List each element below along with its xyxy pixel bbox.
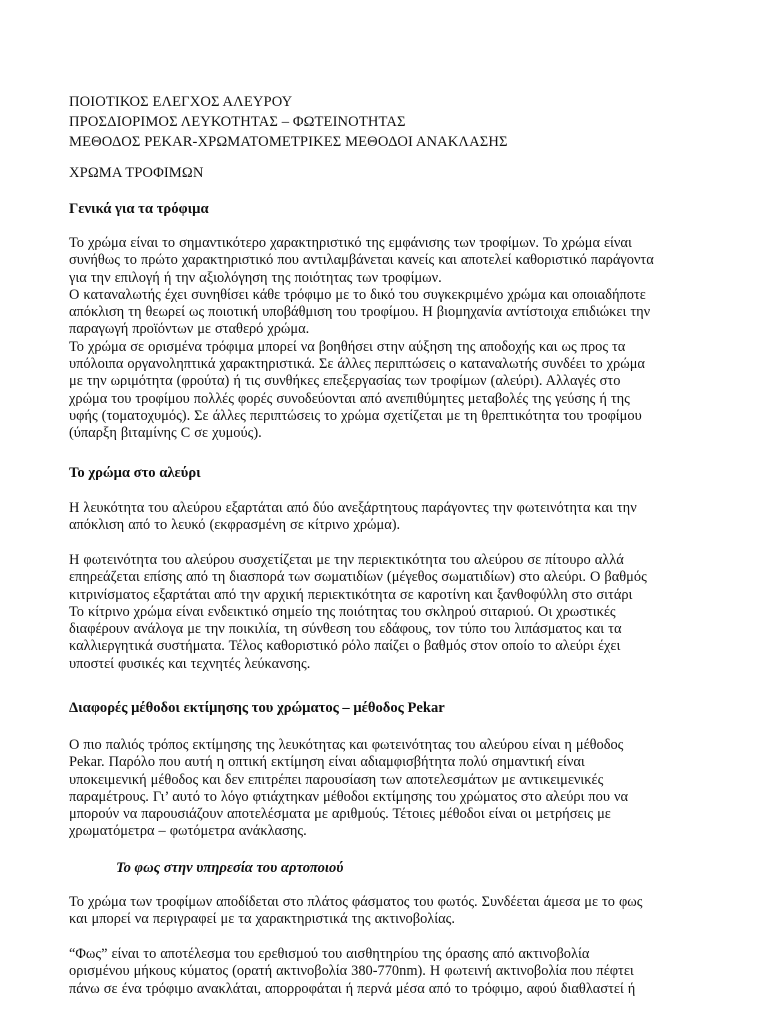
title-line: ΠΡΟΣΔΙΟΡΙΜΟΣ ΛΕΥΚΟΤΗΤΑΣ – ΦΩΤΕΙΝΟΤΗΤΑΣ: [69, 114, 406, 130]
paragraph: [69, 552, 701, 673]
text-line: Η λευκότητα του αλεύρου εξαρτάται από δύο ανεξάρτητους παράγοντες την φωτεινότητα και την: [69, 500, 637, 516]
text-line: απόκλιση τη θεωρεί ως ποιοτική υποβάθμιση του τροφίμου. Η βιομηχανία αντίστοιχα επιδιώκει την: [69, 304, 651, 321]
text-line: υφής (τοματοχυμός). Σε άλλες περιπτώσεις το χρώμα σχετίζεται με τη θρεπτικότητα του τροφίμου: [69, 407, 642, 424]
text-line: Ο καταναλωτής έχει συνηθίσει κάθε τρόφιμο με το δικό του συγκεκριμένο χρώμα και οποιαδήποτε: [69, 286, 646, 303]
text-line: υποστεί φυσικές και τεχνητές λεύκανσης.: [69, 655, 311, 672]
text-line: κιτρινίσματος εξαρτάται από την αρχική περιεκτικότητα σε καροτίνη και ξανθοφύλλη στο σιτάρι: [69, 586, 633, 603]
text-line: πάνω σε ένα τρόφιμο ανακλάται, απορροφάται ή περνά μέσα από το τρόφιμο, αφού διαθλαστεί ή: [69, 980, 636, 997]
subheading-general: Γενικά για τα τρόφιμα: [69, 201, 209, 217]
section-title: ΧΡΩΜΑ ΤΡΟΦΙΜΩΝ: [69, 165, 204, 181]
text-line: Το χρώμα σε ορισμένα τρόφιμα μπορεί να βοηθήσει στην αύξηση της αποδοχής και ως προς τα: [69, 338, 626, 355]
document-title: [69, 92, 701, 152]
text-line: “Φως” είναι το αποτέλεσμα του ερεθισμού του αισθητηρίου της όρασης από ακτινοβολία: [69, 946, 590, 962]
title-line: ΜΕΘΟΔΟΣ PEKAR-ΧΡΩΜΑΤΟΜΕΤΡΙΚΕΣ ΜΕΘΟΔΟΙ ΑΝΑΚΛΑΣΗΣ: [69, 134, 508, 150]
text-line: απόκλιση από το λευκό (εκφρασμένη σε κίτρινο χρώμα).: [69, 517, 401, 534]
text-line: (ύπαρξη βιταμίνης C σε χυμούς).: [69, 425, 262, 442]
text-line: μπορούν να παρουσιάζουν αποτελέσματα με αριθμούς. Τέτοιες μέθοδοι είναι οι μετρήσεις με: [69, 806, 611, 823]
paragraph: [69, 235, 701, 443]
text-line: ορισμένου μήκους κύματος (ορατή ακτινοβολία 380-770nm). Η φωτεινή ακτινοβολία που πέφτει: [69, 963, 634, 980]
subheading-flour-color: Το χρώμα στο αλεύρι: [69, 465, 201, 481]
text-line: συνήθως το πρώτο χαρακτηριστικό που αντιλαμβάνεται κανείς και αποτελεί καθοριστικό παράγοντα: [69, 252, 654, 269]
paragraph: [69, 894, 701, 929]
text-line: χρώμα του τροφίμου πολλές φορές συνοδεύονται από ανεπιθύμητες μεταβολές της γεύσης ή της: [69, 390, 630, 407]
text-line: Pekar. Παρόλο που αυτή η οπτική εκτίμηση είναι αδιαμφισβήτητα πολύ σημαντική είναι: [69, 754, 585, 771]
text-line: με την ωριμότητα (φρούτα) ή τις συνθήκες επεξεργασίας των τροφίμων (αλεύρι). Αλλαγές στο: [69, 373, 621, 390]
text-line: χρωματόμετρα – φωτόμετρα ανάκλασης.: [69, 823, 307, 840]
text-line: Ο πιο παλιός τρόπος εκτίμησης της λευκότητας και φωτεινότητας του αλεύρου είναι η μέθοδος: [69, 737, 624, 753]
text-line: υποκειμενική μέθοδος και δεν επιτρέπει παρουσίαση των αποτελεσμάτων με αντικειμενικές: [69, 771, 604, 788]
text-line: υπόλοιπα οργανοληπτικά χαρακτηριστικά. Σε άλλες περιπτώσεις ο καταναλωτής συνδέει το χρώμα: [69, 356, 645, 373]
text-line: επηρεάζεται επίσης από τη διασπορά των σωματιδίων (μέγεθος σωματιδίων) στο αλεύρι. Ο βαθμός: [69, 569, 647, 586]
text-line: παραγωγή προϊόντων με σταθερό χρώμα.: [69, 321, 310, 338]
subheading-pekar-method: Διαφορές μέθοδοι εκτίμησης του χρώματος – μέθοδος Pekar: [69, 700, 445, 716]
subheading-light: Το φως στην υπηρεσία του αρτοποιού: [116, 860, 344, 876]
title-line: ΠΟΙΟΤΙΚΟΣ ΕΛΕΓΧΟΣ ΑΛΕΥΡΟΥ: [69, 94, 293, 110]
paragraph: [69, 946, 701, 998]
text-line: Το κίτρινο χρώμα είναι ενδεικτικό σημείο της ποιότητας του σκληρού σιταριού. Οι χρωστικές: [69, 603, 616, 620]
text-line: παραμέτρους. Γι’ αυτό το λόγο φτιάχτηκαν μέθοδοι εκτίμησης του χρώματος στο αλεύρι που να: [69, 788, 629, 805]
text-line: και μπορεί να περιγραφεί με τα χαρακτηριστικά της ακτινοβολίας.: [69, 911, 455, 928]
paragraph: [69, 500, 701, 535]
paragraph: [69, 737, 701, 841]
text-line: καλλιεργητικά συστήματα. Τέλος καθοριστικό ρόλο παίζει ο βαθμός στον οποίο το αλεύρι έχει: [69, 638, 621, 655]
text-line: διαφέρουν ανάλογα με την ποικιλία, τη σύνθεση του εδάφους, τον τύπο του λιπάσματος και τα: [69, 621, 622, 638]
text-line: Το χρώμα είναι το σημαντικότερο χαρακτηριστικό της εμφάνισης των τροφίμων. Το χρώμα είναι: [69, 235, 632, 251]
text-line: για την επιλογή ή την αξιολόγηση της ποιότητας των τροφίμων.: [69, 269, 442, 286]
text-line: Η φωτεινότητα του αλεύρου συσχετίζεται με την περιεκτικότητα του αλεύρου σε πίτουρο αλλά: [69, 552, 624, 568]
text-line: Το χρώμα των τροφίμων αποδίδεται στο πλάτος φάσματος του φωτός. Συνδέεται άμεσα με το φως: [69, 894, 643, 910]
